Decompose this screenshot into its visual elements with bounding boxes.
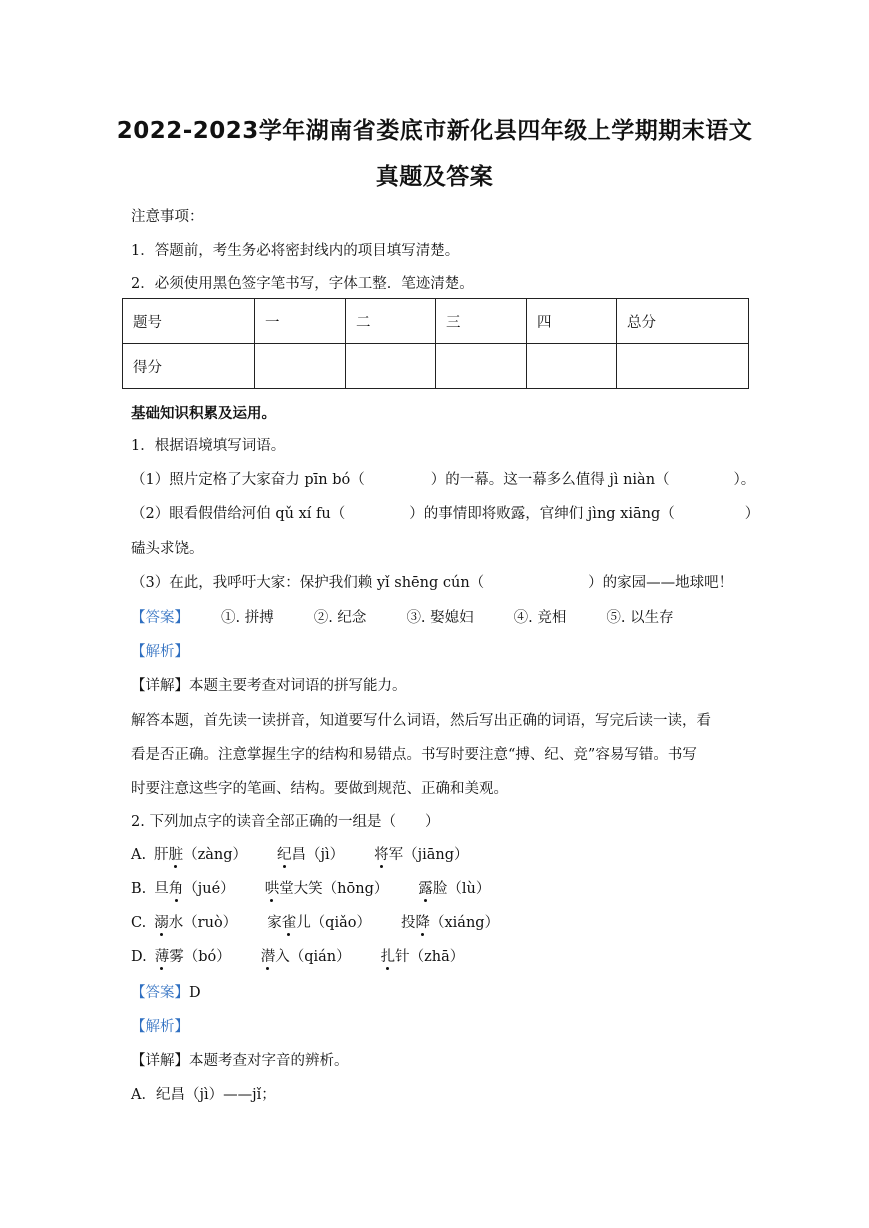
option-label: A.	[131, 847, 147, 863]
score-table-score-row	[123, 344, 749, 389]
score-header-cell: 总分	[617, 299, 749, 344]
word-text: 投	[400, 915, 416, 931]
sentence-3-part-b: ）的家园——地球吧！	[588, 575, 734, 591]
word-text: 肝	[154, 847, 169, 863]
question-1-detail: 【详解】本题主要考查对词语的拼写能力。	[131, 678, 407, 694]
answer-item: ③. 娶媳妇	[406, 610, 474, 626]
option-label: B.	[131, 881, 147, 897]
score-header-cell: 三	[436, 299, 527, 344]
sentence-2-part-a: （2）眼看假借给河伯 qǔ xí fu（	[131, 506, 346, 522]
question-1-sentence-3	[131, 571, 733, 592]
score-header-cell: 一	[255, 299, 346, 344]
dotted-character: 脏	[169, 843, 184, 864]
dotted-character: 雀	[282, 911, 297, 932]
question-1-explanation-line-1: 解答本题，首先读一读拼音，知道要写什么词语，然后写出正确的词语，写完后读一读，看	[131, 713, 711, 729]
dotted-character: 扎	[381, 945, 396, 966]
score-row-label: 得分	[123, 344, 255, 389]
score-table-header-row	[123, 299, 749, 344]
question-1-explanation-line-2: 看是否正确。注意掌握生字的结构和易错点。书写时要注意“搏、纪、竞”容易写错。书写	[131, 747, 697, 763]
answer-label: 【答案】	[131, 985, 189, 1001]
dotted-character: 将	[374, 843, 389, 864]
score-cell	[617, 344, 749, 389]
answer-item: ④. 竞相	[513, 610, 567, 626]
document-title-line2: 真题及答案	[375, 164, 494, 190]
question-2-option-a-analysis: A．纪昌（jì）——jǐ；	[131, 1087, 276, 1103]
notice-item-1: 1．答题前，考生务必将密封线内的项目填写清楚。	[131, 243, 460, 259]
word-text: 堂大笑（hōng）	[279, 881, 389, 897]
question-2-analysis-label: 【解析】	[131, 1019, 189, 1035]
score-cell	[255, 344, 346, 389]
question-2-option-c	[131, 911, 499, 932]
word-text: 昌（jì）	[291, 847, 345, 863]
answer-item: ①. 拼搏	[221, 610, 274, 626]
word-text: 脸（lù）	[432, 881, 491, 897]
answer-item: ②. 纪念	[313, 610, 367, 626]
document-title-line1: 2022-2023学年湖南省娄底市新化县四年级上学期期末语文	[116, 118, 753, 144]
word-text: 家	[267, 915, 282, 931]
sentence-2-part-c: ）	[744, 506, 760, 522]
word-text: 军（jiāng）	[388, 847, 469, 863]
word-text: 雾（bó）	[169, 949, 231, 965]
word-text: （zàng）	[183, 847, 247, 863]
question-1-analysis-label: 【解析】	[131, 644, 189, 660]
word-text: 水（ruò）	[168, 915, 238, 931]
notice-heading: 注意事项：	[131, 209, 204, 225]
sentence-1-part-b: ）的一幕。这一幕多么值得 jì niàn（	[430, 472, 670, 488]
question-2-detail: 【详解】本题考查对字音的辨析。	[131, 1053, 349, 1069]
score-table	[122, 298, 749, 389]
option-label: D.	[131, 949, 147, 965]
score-header-cell: 四	[527, 299, 617, 344]
question-1-answer	[131, 606, 714, 627]
dotted-character: 溺	[154, 911, 169, 932]
word-text: 儿（qiǎo）	[296, 915, 371, 931]
sentence-1-part-a: （1）照片定格了大家奋力 pīn bó（	[131, 472, 365, 488]
answer-label: 【答案】	[131, 610, 189, 626]
score-cell	[346, 344, 436, 389]
question-2-option-b	[131, 877, 490, 898]
section-title: 基础知识积累及运用。	[131, 406, 276, 422]
dotted-character: 角	[169, 877, 184, 898]
dotted-character: 降	[415, 911, 430, 932]
answer-item: ⑤. 以生存	[606, 610, 674, 626]
question-1-sentence-2-cont: 磕头求饶。	[131, 541, 204, 557]
word-text: 针（zhā）	[395, 949, 465, 965]
answer-value: D	[189, 985, 201, 1001]
dotted-character: 薄	[155, 945, 170, 966]
sentence-3-part-a: （3）在此，我呼吁大家：保护我们赖 yǐ shēng cún（	[131, 575, 485, 591]
sentence-2-part-b: ）的事情即将败露，官绅们 jìng xiāng（	[409, 506, 675, 522]
question-2-stem: 2. 下列加点字的读音全部正确的一组是（ ）	[131, 814, 440, 830]
score-header-cell: 二	[346, 299, 436, 344]
notice-item-2: 2．必须使用黑色签字笔书写，字体工整．笔迹清楚。	[131, 276, 474, 292]
score-cell	[527, 344, 617, 389]
dotted-character: 露	[418, 877, 433, 898]
dotted-character: 纪	[277, 843, 292, 864]
question-1-sentence-2	[131, 502, 759, 523]
option-label: C.	[131, 915, 147, 931]
question-1-explanation-line-3: 时要注意这些字的笔画、结构。要做到规范、正确和美观。	[131, 781, 508, 797]
word-text: （xiáng）	[429, 915, 500, 931]
score-header-cell: 题号	[123, 299, 255, 344]
dotted-character: 潜	[261, 945, 276, 966]
word-text: 入（qián）	[275, 949, 351, 965]
question-2-option-d	[131, 945, 464, 966]
question-1-sentence-1	[131, 468, 755, 489]
word-text: 旦	[154, 881, 169, 897]
word-text: （jué）	[183, 881, 235, 897]
score-cell	[436, 344, 527, 389]
question-1-stem: 1．根据语境填写词语。	[131, 438, 286, 454]
question-2-answer	[131, 981, 201, 1002]
question-2-option-a	[131, 843, 469, 864]
dotted-character: 哄	[265, 877, 280, 898]
sentence-1-part-c: ）。	[733, 472, 756, 488]
